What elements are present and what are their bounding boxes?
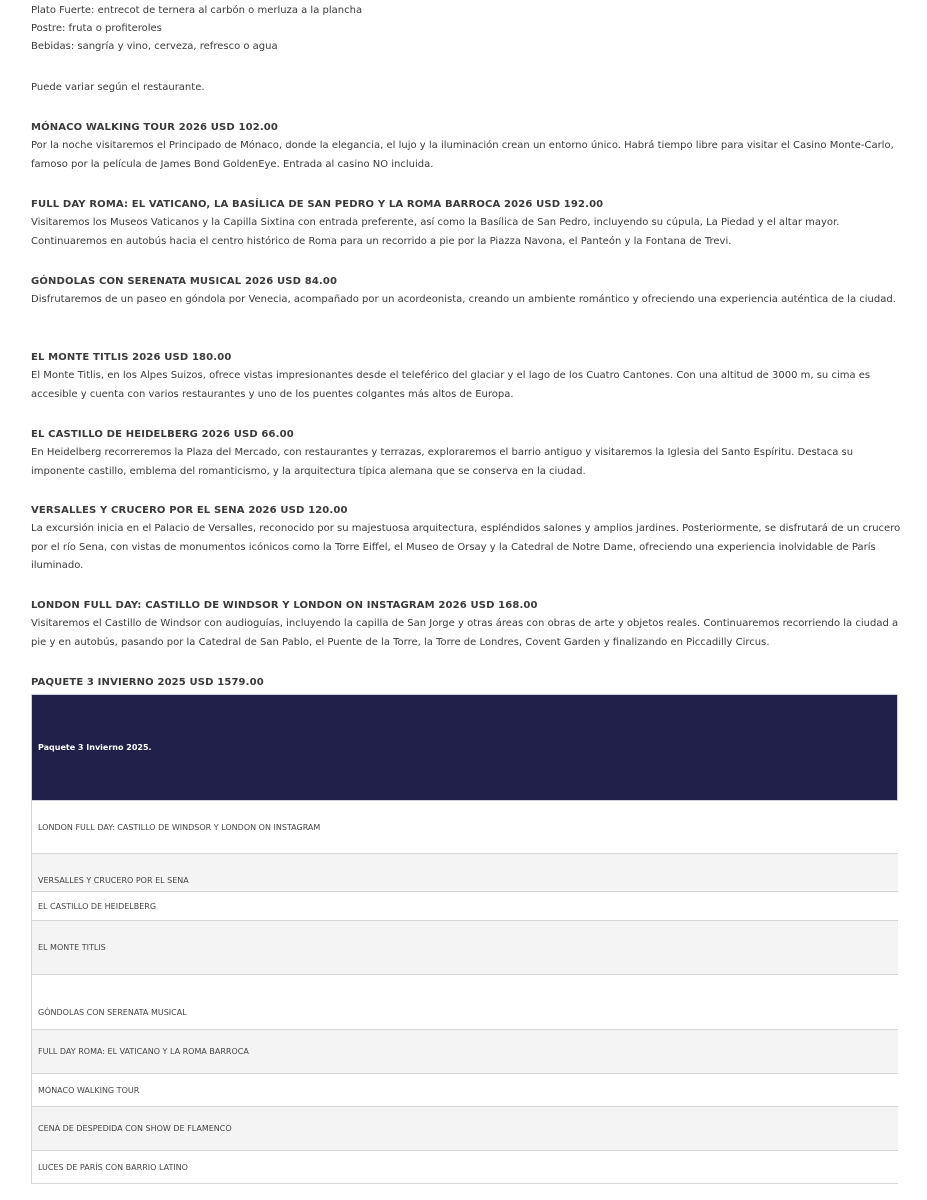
tour-description: Disfrutaremos de un paseo en góndola por Venecia, acompañado por un acordeonista, creando un ambiente romántico y ofreciendo una experiencia auténtica de la ciudad. — [31, 294, 896, 305]
package-item: LUCES DE PARÍS CON BARRIO LATINO — [32, 1151, 898, 1184]
table-row — [32, 892, 898, 921]
table-row — [32, 854, 898, 892]
tour-section — [31, 349, 903, 404]
tour-title: VERSALLES Y CRUCERO POR EL SENA 2026 USD 120.00 — [31, 505, 348, 516]
tour-title: GÓNDOLAS CON SERENATA MUSICAL 2026 USD 84.00 — [31, 276, 338, 287]
tour-section — [31, 502, 903, 576]
package-item: CENA DE DESPEDIDA CON SHOW DE FLAMENCO — [32, 1107, 898, 1151]
table-row — [32, 921, 898, 975]
menu-line-dessert: Postre: fruta o profiteroles — [31, 23, 162, 34]
menu-list — [31, 2, 362, 56]
tour-title: EL MONTE TITLIS 2026 USD 180.00 — [31, 352, 232, 363]
tour-title: MÓNACO WALKING TOUR 2026 USD 102.00 — [31, 122, 278, 133]
package-item: EL MONTE TITLIS — [32, 921, 898, 975]
tour-description: Visitaremos el Castillo de Windsor con audioguías, incluyendo la capilla de San Jorge y otras áreas con obras de arte y objetos reales. Continuaremos recorriendo la ciudad a pie y en autobús, pasando por la Catedral de San Pablo, el Puente de la Torre, la Torre de Londres, Covent Garden y finalizando en Piccadilly Circus. — [31, 618, 899, 648]
table-row — [32, 1107, 898, 1151]
package-item: GÓNDOLAS CON SERENATA MUSICAL — [32, 975, 898, 1030]
tour-description: En Heidelberg recorreremos la Plaza del Mercado, con restaurantes y terrazas, exploraremos el barrio antiguo y visitaremos la Iglesia del Santo Espíritu. Destaca su imponente castillo, emblema del romanticismo, y la arquitectura típica alemana que se conserva en la ciudad. — [31, 447, 854, 477]
package-item: VERSALLES Y CRUCERO POR EL SENA — [32, 854, 898, 892]
package-table-header: Paquete 3 Invierno 2025. — [32, 695, 898, 801]
package-item: EL CASTILLO DE HEIDELBERG — [32, 892, 898, 921]
tour-section — [31, 426, 903, 481]
tour-section — [31, 119, 903, 174]
table-row — [32, 975, 898, 1030]
tour-description: El Monte Titlis, en los Alpes Suizos, ofrece vistas impresionantes desde el teleférico del glaciar y el lago de los Cuatro Cantones. Con una altitud de 3000 m, su cima es accesible y cuenta con varios restaurantes y uno de los puentes colgantes más altos de Europa. — [31, 370, 871, 400]
menu-line-main-course: Plato Fuerte: entrecot de ternera al carbón o merluza a la plancha — [31, 5, 363, 16]
table-row — [32, 1151, 898, 1184]
tour-description: Por la noche visitaremos el Principado de Mónaco, donde la elegancia, el lujo y la iluminación crean un entorno único. Habrá tiempo libre para visitar el Casino Monte-Carlo, famoso por la película de James Bond GoldenEye. Entrada al casino NO incluida. — [31, 140, 894, 170]
tour-title: FULL DAY ROMA: EL VATICANO, LA BASÍLICA DE SAN PEDRO Y LA ROMA BARROCA 2026 USD 192.00 — [31, 199, 604, 210]
restaurant-note: Puede variar según el restaurante. — [31, 82, 205, 93]
tour-title: LONDON FULL DAY: CASTILLO DE WINDSOR Y LONDON ON INSTAGRAM 2026 USD 168.00 — [31, 600, 538, 611]
package-table — [31, 694, 898, 1184]
package-item: FULL DAY ROMA: EL VATICANO Y LA ROMA BARROCA — [32, 1030, 898, 1074]
package-item: MÓNACO WALKING TOUR — [32, 1074, 898, 1107]
package-title: PAQUETE 3 INVIERNO 2025 USD 1579.00 — [31, 677, 264, 688]
table-row — [32, 1030, 898, 1074]
menu-line-drinks: Bebidas: sangría y vino, cerveza, refresco o agua — [31, 41, 278, 52]
package-table-header-row — [32, 695, 898, 801]
table-row — [32, 1074, 898, 1107]
table-row — [32, 801, 898, 854]
tour-section — [31, 597, 903, 652]
tour-title: EL CASTILLO DE HEIDELBERG 2026 USD 66.00 — [31, 429, 294, 440]
tour-section — [31, 273, 903, 310]
tour-description: La excursión inicia en el Palacio de Versalles, reconocido por su majestuosa arquitectura, espléndidos salones y amplios jardines. Posteriormente, se disfrutará de un crucero por el río Sena, con vistas de monumentos icónicos como la Torre Eiffel, el Museo de Orsay y la Catedral de Notre Dame, ofreciendo una experiencia inolvidable de París iluminado. — [31, 523, 901, 571]
tour-description: Visitaremos los Museos Vaticanos y la Capilla Sixtina con entrada preferente, así como la Basílica de San Pedro, incluyendo su cúpula, La Piedad y el altar mayor. Continuaremos en autobús hacia el centro histórico de Roma para un recorrido a pie por la Piazza Navona, el Panteón y la Fontana de Trevi. — [31, 217, 840, 247]
tour-section — [31, 196, 903, 251]
package-item: LONDON FULL DAY: CASTILLO DE WINDSOR Y LONDON ON INSTAGRAM — [32, 801, 898, 854]
